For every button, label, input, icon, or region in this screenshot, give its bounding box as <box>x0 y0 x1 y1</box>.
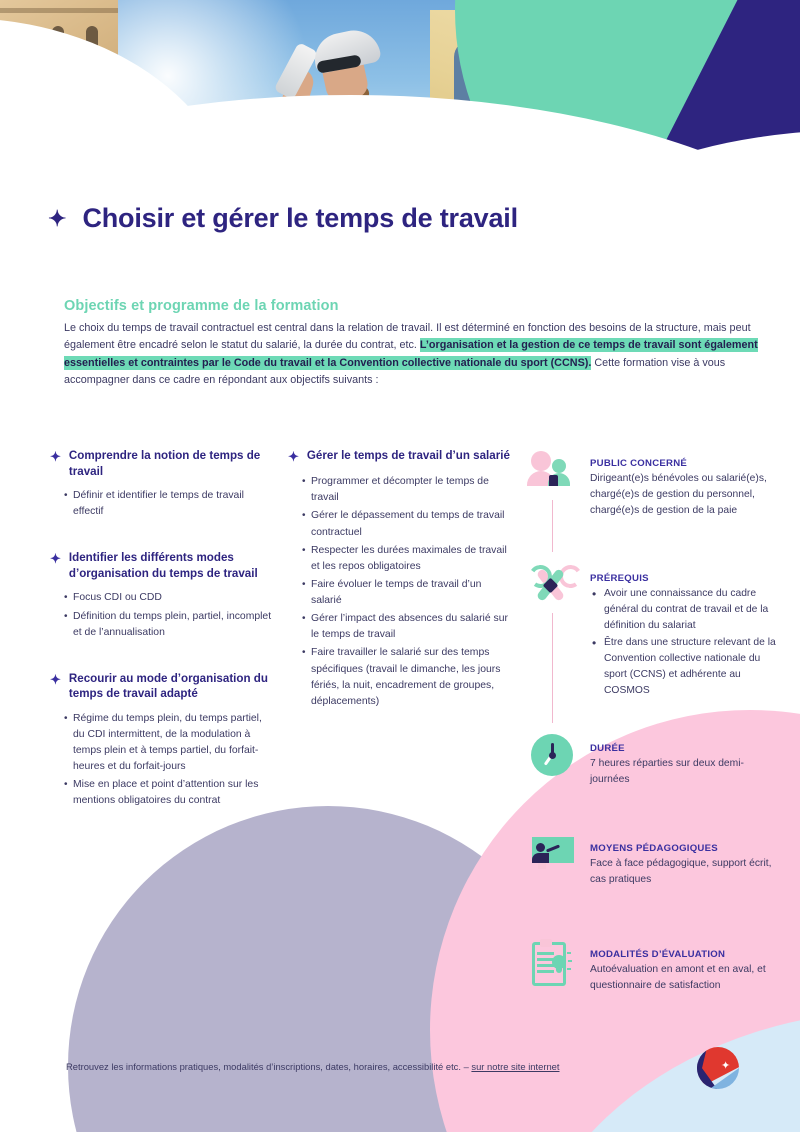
clock-icon <box>530 733 576 779</box>
footer-text <box>66 1061 559 1072</box>
list-item: • Faire travailler le salarié sur des temps spécifiques (travail le dimanche, les jours fériés, la nuit, encadrement de groupes, déplacements) <box>302 645 510 710</box>
two-people-icon <box>530 448 576 494</box>
clipboard-lightbulb-icon <box>530 939 576 985</box>
program-group-list <box>64 711 272 810</box>
info-panel-body <box>590 563 780 733</box>
list-item: • Programmer et décompter le temps de travail <box>302 474 510 506</box>
plus-icon: ✦ <box>50 449 61 464</box>
water-bottle <box>274 42 319 100</box>
list-item: • Définition du temps plein, partiel, incomplet et de l’annualisation <box>64 609 272 641</box>
program-group <box>288 448 510 710</box>
objectives-section <box>64 298 766 390</box>
info-panel-title: DURÉE <box>590 743 625 754</box>
program-group-header <box>288 448 510 465</box>
program-group-title: Recourir au mode d’organisation du temps de travail adapté <box>68 671 268 701</box>
program-column-left <box>50 448 272 840</box>
program-group-title: Identifier les différents modes d’organisation du temps de travail <box>68 551 258 580</box>
info-panel-title: PRÉREQUIS <box>590 573 649 584</box>
info-panel-public <box>530 448 780 563</box>
info-panels <box>530 448 780 994</box>
info-panel-duree <box>530 733 780 833</box>
list-item: • Définir et identifier le temps de travail effectif <box>64 488 272 520</box>
program-group-header <box>50 671 272 702</box>
objectives-text-part2: Cette formation vise à vous accompagner dans ce cadre en répondant aux objectifs suivants : <box>64 356 726 387</box>
list-item: • Mise en place et point d’attention sur les mentions obligatoires du contrat <box>64 777 272 809</box>
footer-website-link[interactable]: sur notre site internet <box>471 1061 560 1072</box>
info-panel-title: MODALITÉS D’ÉVALUATION <box>590 949 726 960</box>
footer-text-label: Retrouvez les informations pratiques, modalités d’inscriptions, dates, horaires, accessibilité etc. – <box>66 1061 472 1072</box>
program-group <box>50 448 272 520</box>
plus-icon: ✦ <box>50 551 61 567</box>
header-banner <box>0 0 800 200</box>
plus-icon: ✦ <box>288 449 299 464</box>
objectives-heading: Objectifs et programme de la formation <box>64 298 339 314</box>
objectives-text-part1: Le choix du temps de travail contractuel est central dans la relation de travail. Il est déterminé en fonction des besoins de la structure, mais peut également être encadré selon le statut du salarié, la durée du contrat, etc. <box>64 322 751 352</box>
cosmos-logo <box>697 1047 739 1089</box>
crossed-tools-icon <box>530 563 576 609</box>
star-icon: ✦ <box>48 205 67 231</box>
list-item: • Être dans une structure relevant de la Convention collective nationale du sport (CCNS) et adhérente au COSMOS <box>590 635 780 699</box>
info-panel-body <box>590 833 780 939</box>
info-panel-prerequis <box>530 563 780 733</box>
info-panel-text: Dirigeant(e)s bénévoles ou salarié(e)s, chargé(e)s de gestion du personnel, chargé(e)s de gestion de la paie <box>590 473 767 516</box>
list-item: • Faire évoluer le temps de travail d’un salarié <box>302 577 510 609</box>
info-panel-title: PUBLIC CONCERNÉ <box>590 458 688 469</box>
program-group-header <box>50 550 272 581</box>
list-item: • Avoir une connaissance du cadre général du contrat de travail et de la définition du salariat <box>590 586 780 634</box>
list-item: • Gérer l’impact des absences du salarié sur le temps de travail <box>302 611 510 643</box>
program-group <box>50 550 272 640</box>
program-group-title: Comprendre la notion de temps de travail <box>68 449 261 478</box>
info-panel-modalites <box>530 939 780 994</box>
connector-line <box>552 613 553 723</box>
program-group-header <box>50 448 272 479</box>
program-group-list <box>302 474 510 710</box>
program-group-list <box>64 488 272 520</box>
info-panel-body <box>590 939 780 994</box>
program-group <box>50 671 272 810</box>
info-panel-moyens <box>530 833 780 939</box>
info-panel-title: MOYENS PÉDAGOGIQUES <box>590 843 718 854</box>
info-panel-text: 7 heures réparties sur deux demi-journées <box>590 758 744 785</box>
list-item: • Focus CDI ou CDD <box>64 590 272 606</box>
list-item: • Gérer le dépassement du temps de travail contractuel <box>302 508 510 540</box>
plus-icon: ✦ <box>50 671 61 687</box>
info-panel-text: Autoévaluation en amont et en aval, et questionnaire de satisfaction <box>590 964 766 991</box>
objectives-paragraph <box>64 320 766 390</box>
footer <box>66 1061 559 1072</box>
presentation-board-icon <box>530 833 576 879</box>
list-item: • Régime du temps plein, du temps partiel, du CDI intermittent, de la modulation à temps plein et à temps partiel, du forfait-heures et du forfait-jours <box>64 711 272 776</box>
connector-line <box>552 500 553 552</box>
logo-star-icon: ✦ <box>721 1060 731 1072</box>
program-group-list <box>64 590 272 640</box>
info-panel-body <box>590 733 780 833</box>
page-title-row <box>48 203 518 234</box>
program-column-right <box>288 448 510 740</box>
program-group-title: Gérer le temps de travail d’un salarié <box>306 449 510 462</box>
info-panel-list <box>590 586 780 699</box>
objectives-highlighted-text: L’organisation et la gestion de ce temps de travail sont également essentielles et contraintes par le Code du travail et la Convention collective nationale du sport (CCNS). <box>64 339 758 369</box>
info-panel-text: Face à face pédagogique, support écrit, cas pratiques <box>590 858 772 885</box>
list-item: • Respecter les durées maximales de travail et les repos obligatoires <box>302 543 510 575</box>
page-title: Choisir et gérer le temps de travail <box>82 203 518 233</box>
info-panel-body <box>590 448 780 563</box>
